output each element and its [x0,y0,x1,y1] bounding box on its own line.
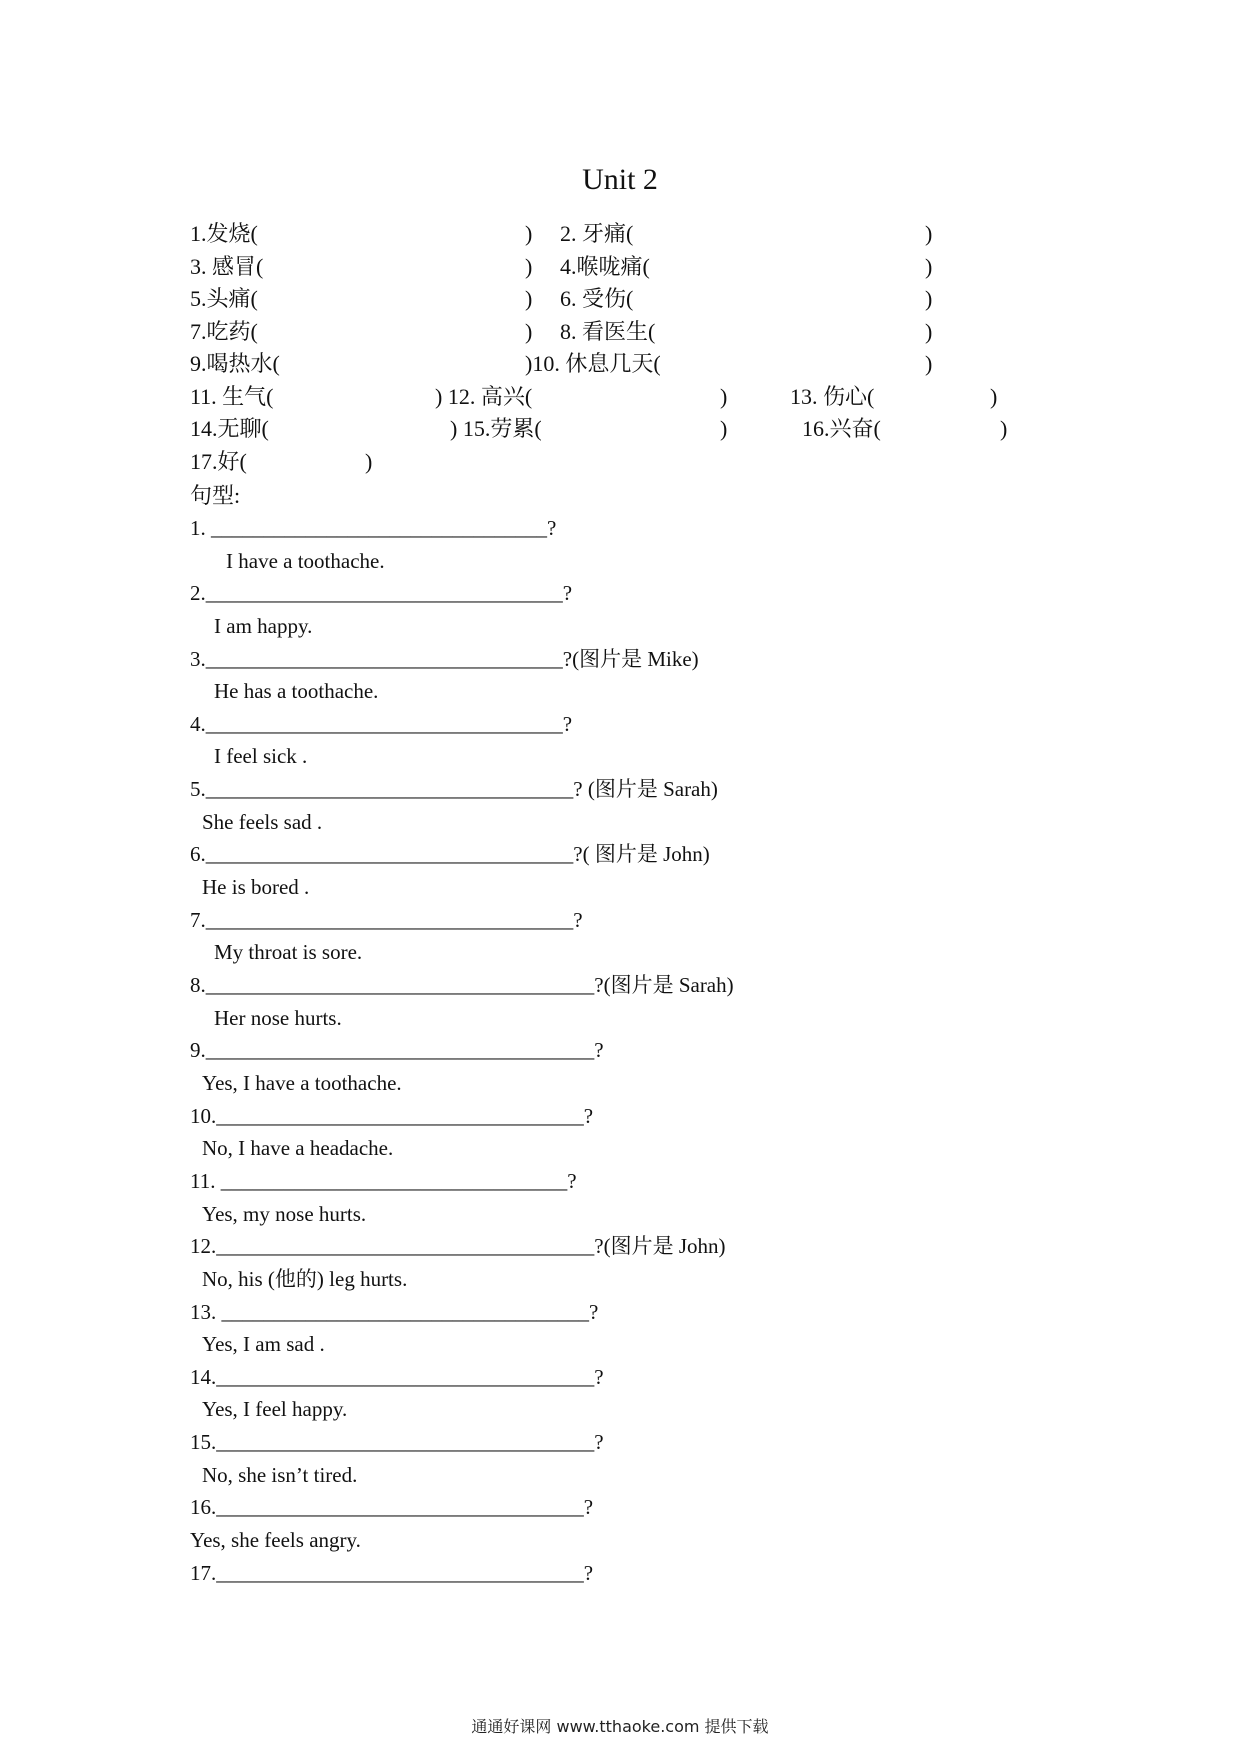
question-item [190,1361,990,1426]
vocab-item: ) [925,221,933,246]
vocab-item: ) [720,416,728,441]
question-prompt[interactable]: 4.__________________________________? [190,711,573,736]
vocab-item: 17.好( [190,448,247,474]
answer-sentence: She feels sad . [202,809,323,834]
question-prompt[interactable]: 7.___________________________________? [190,907,583,932]
question-prompt[interactable]: 9._____________________________________? [190,1038,604,1063]
question-prompt[interactable]: 17.___________________________________? [190,1560,594,1585]
vocab-item: 8. 看医生( [560,318,656,344]
answer-sentence: Yes, I have a toothache. [202,1070,402,1095]
vocab-row [190,381,1090,414]
vocab-item: ) [925,318,933,344]
question-prompt[interactable]: 5.___________________________________? (图片是 Sarah) [190,777,718,802]
vocab-item: ) [925,351,933,376]
question-prompt[interactable]: 13. ___________________________________? [190,1299,599,1324]
answer-sentence: Yes, I feel happy. [202,1397,348,1422]
question-prompt[interactable]: 3.__________________________________?(图片是 Mike) [190,646,699,671]
answer-sentence: He is bored . [202,875,310,900]
vocab-row [190,348,1090,381]
vocab-row [190,413,1090,446]
answer-sentence: Yes, I am sad . [202,1332,325,1357]
answer-sentence: He has a toothache. [214,679,379,704]
vocab-item: ) 15.劳累( [450,416,542,441]
vocab-item: ) [525,221,533,246]
question-item [190,708,990,773]
answer-sentence: My throat is sore. [214,940,363,965]
vocab-item: ) 12. 高兴( [435,383,533,409]
answer-sentence: No, she isn’t tired. [202,1462,358,1487]
vocab-item: ) [365,448,373,474]
question-item [190,1557,990,1622]
vocab-item: ) [720,383,728,409]
question-prompt[interactable]: 8._____________________________________?(图片是 Sarah) [190,973,734,998]
vocab-row [190,251,1090,284]
vocab-item: ) [525,318,533,344]
question-item [190,838,990,903]
question-prompt[interactable]: 11. _________________________________? [190,1168,577,1193]
question-item [190,577,990,642]
answer-sentence: Yes, she feels angry. [190,1528,361,1553]
question-prompt[interactable]: 6.___________________________________?( 图片是 John) [190,842,710,867]
vocab-item: 9.喝热水( [190,351,280,376]
vocab-item: ) [1000,416,1008,441]
question-item [190,1100,990,1165]
answer-sentence: Yes, my nose hurts. [202,1201,367,1226]
answer-sentence: I feel sick . [214,744,308,769]
vocab-item: 13. 伤心( [790,383,875,409]
question-item [190,1034,990,1099]
vocab-item: ) [925,253,933,279]
vocab-item: 6. 受伤( [560,286,634,311]
question-prompt[interactable]: 15.____________________________________? [190,1430,604,1455]
question-item [190,969,990,1034]
footer-text: 通通好课网 www.tthaoke.com 提供下载 [471,1717,769,1736]
question-item [190,904,990,969]
vocab-item: 3. 感冒( [190,253,264,279]
question-item [190,1491,990,1556]
vocab-item: 16.兴奋( [802,416,881,441]
question-prompt[interactable]: 2.__________________________________? [190,581,573,606]
vocab-row [190,446,1090,479]
question-item [190,773,990,838]
question-item [190,1296,990,1361]
question-item [190,1165,990,1230]
question-list [190,512,990,1622]
vocab-item: 5.头痛( [190,286,258,311]
vocab-item: 1.发烧( [190,221,258,246]
answer-sentence: I have a toothache. [226,548,385,573]
vocab-item: 11. 生气( [190,383,274,409]
page-title: Unit 2 [582,163,658,196]
answer-sentence: Her nose hurts. [214,1005,342,1030]
question-prompt[interactable]: 14.____________________________________? [190,1364,604,1389]
question-item [190,643,990,708]
answer-sentence: No, his (他的) leg hurts. [202,1266,408,1291]
sentence-patterns-heading: 句型: [190,483,241,508]
vocab-item: ) [925,286,933,311]
question-prompt[interactable]: 12.____________________________________?(图片是 John) [190,1234,726,1259]
vocab-item: 14.无聊( [190,416,269,441]
question-prompt[interactable]: 16.___________________________________? [190,1495,594,1520]
vocab-item: ) [525,286,533,311]
vocab-item: 7.吃药( [190,318,258,344]
question-prompt[interactable]: 1. ________________________________? [190,516,557,540]
question-prompt[interactable]: 10.___________________________________? [190,1103,594,1128]
question-item [190,512,990,577]
vocab-item: )10. 休息几天( [525,351,661,376]
question-item [190,1230,990,1295]
vocabulary-section [190,218,1090,478]
question-item [190,1426,990,1491]
vocab-item: 2. 牙痛( [560,221,634,246]
vocab-item: 4.喉咙痛( [560,253,650,279]
vocab-row [190,218,1090,251]
answer-sentence: No, I have a headache. [202,1136,394,1161]
answer-sentence: I am happy. [214,613,313,638]
vocab-item: ) [525,253,533,279]
vocab-row [190,316,1090,349]
answer-sentence [190,1589,990,1622]
vocab-item: ) [990,383,998,409]
vocab-row [190,283,1090,316]
